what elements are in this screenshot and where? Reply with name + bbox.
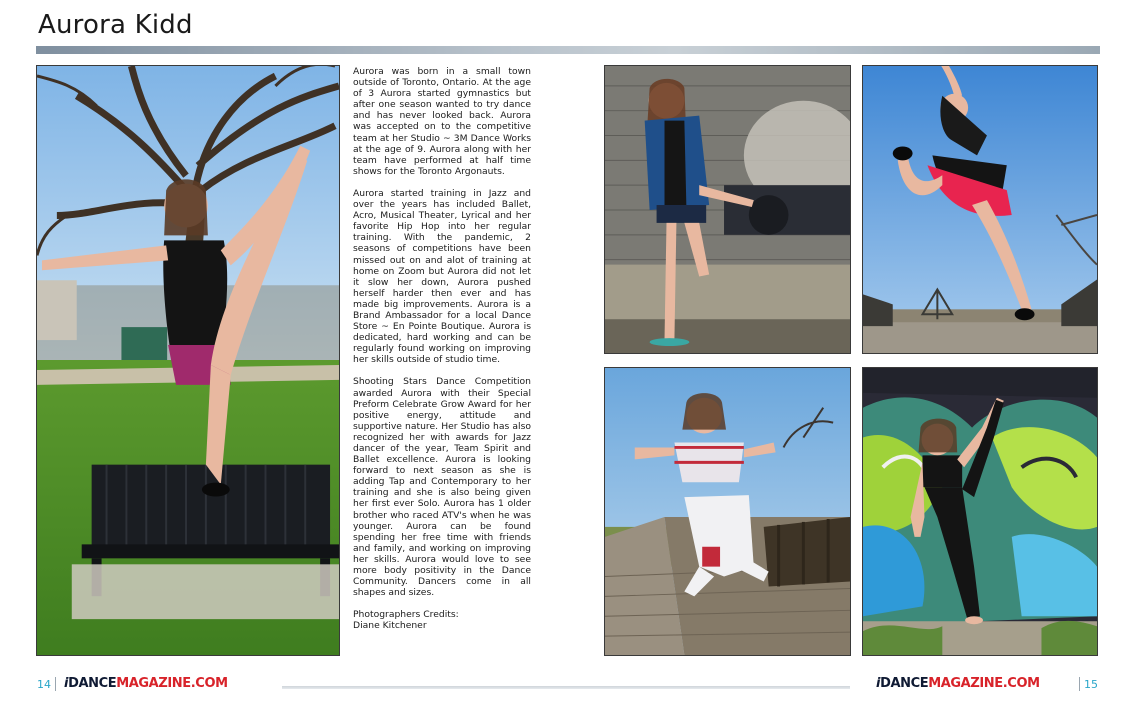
page-title: Aurora Kidd [38,10,193,40]
article-paragraph-2: Aurora started training in Jazz and over the years has included Ballet, Acro, Musical Theater, Lyrical and her favorite Hip Hop into her regular training. With the pandemic, 2 seasons of competitions have been missed out on and alot of training at home on Zoom but Aurora did not let it slow her down, Aurora pushed herself harder then ever and has made big improvements. Aurora is a Brand Ambassador for a local Dance Store ~ En Pointe Boutique. Aurora is dedicated, hard working and can be regularly found working on improving her skills outside of studio time. [353,187,531,366]
brand-logo-dance: DANCE [880,676,929,691]
article-paragraph-1: Aurora was born in a small town outside of Toronto, Ontario. At the age of 3 Aurora started gymnastics but after one season wanted to try dance and has never looked back. Aurora was accepted on to the competitive team at her Studio ~ 3M Dance Works at the age of 9. Aurora along with her team have performed at half time shows for the Toronto Argonauts. [353,66,531,177]
footer-separator-right [1079,677,1080,691]
brand-logo-left[interactable] [64,676,228,691]
photo-mural-wall [604,65,851,354]
photo-credits [353,609,531,631]
photo-credits-label: Photographers Credits: [353,609,459,621]
photo-credits-name: Diane Kitchener [353,620,427,632]
brand-logo-i: i [64,676,69,691]
page-number-left: 14 [37,678,51,691]
article-paragraph-3: Shooting Stars Dance Competition awarded Aurora with their Special Preform Celebrate Grow Award for her positive energy, attitude and supportive nature. Her Studio has also recognized her with awards for Jazz dancer of the year, Team Spirit and Ballet excellence. Aurora is looking forward to next season as she is adding Tap and Contemporary to her training and she is also being given her first ever Solo. Aurora has 1 older brother who raced ATV's when he was younger. Aurora can be found spending her free time with friends and family, and working on improving her skills. Aurora would love to see more body positivity in the Dance Community. Dancers come in all shapes and sizes. [353,376,531,599]
brand-logo-dance: DANCE [68,676,117,691]
photo-bridge-jump [862,65,1098,354]
photo-boardwalk-jump [604,367,851,656]
article-body [353,66,531,632]
title-divider [36,46,1100,54]
brand-logo-i: i [876,676,881,691]
footer-separator-left [55,677,56,691]
brand-logo-right[interactable] [876,676,1040,691]
brand-logo-magazine: MAGAZINE.COM [928,676,1040,691]
footer-divider [282,686,850,689]
page-number-right: 15 [1084,678,1098,691]
photo-main-park-bench [36,65,340,656]
brand-logo-magazine: MAGAZINE.COM [116,676,228,691]
photo-graffiti-wall [862,367,1098,656]
